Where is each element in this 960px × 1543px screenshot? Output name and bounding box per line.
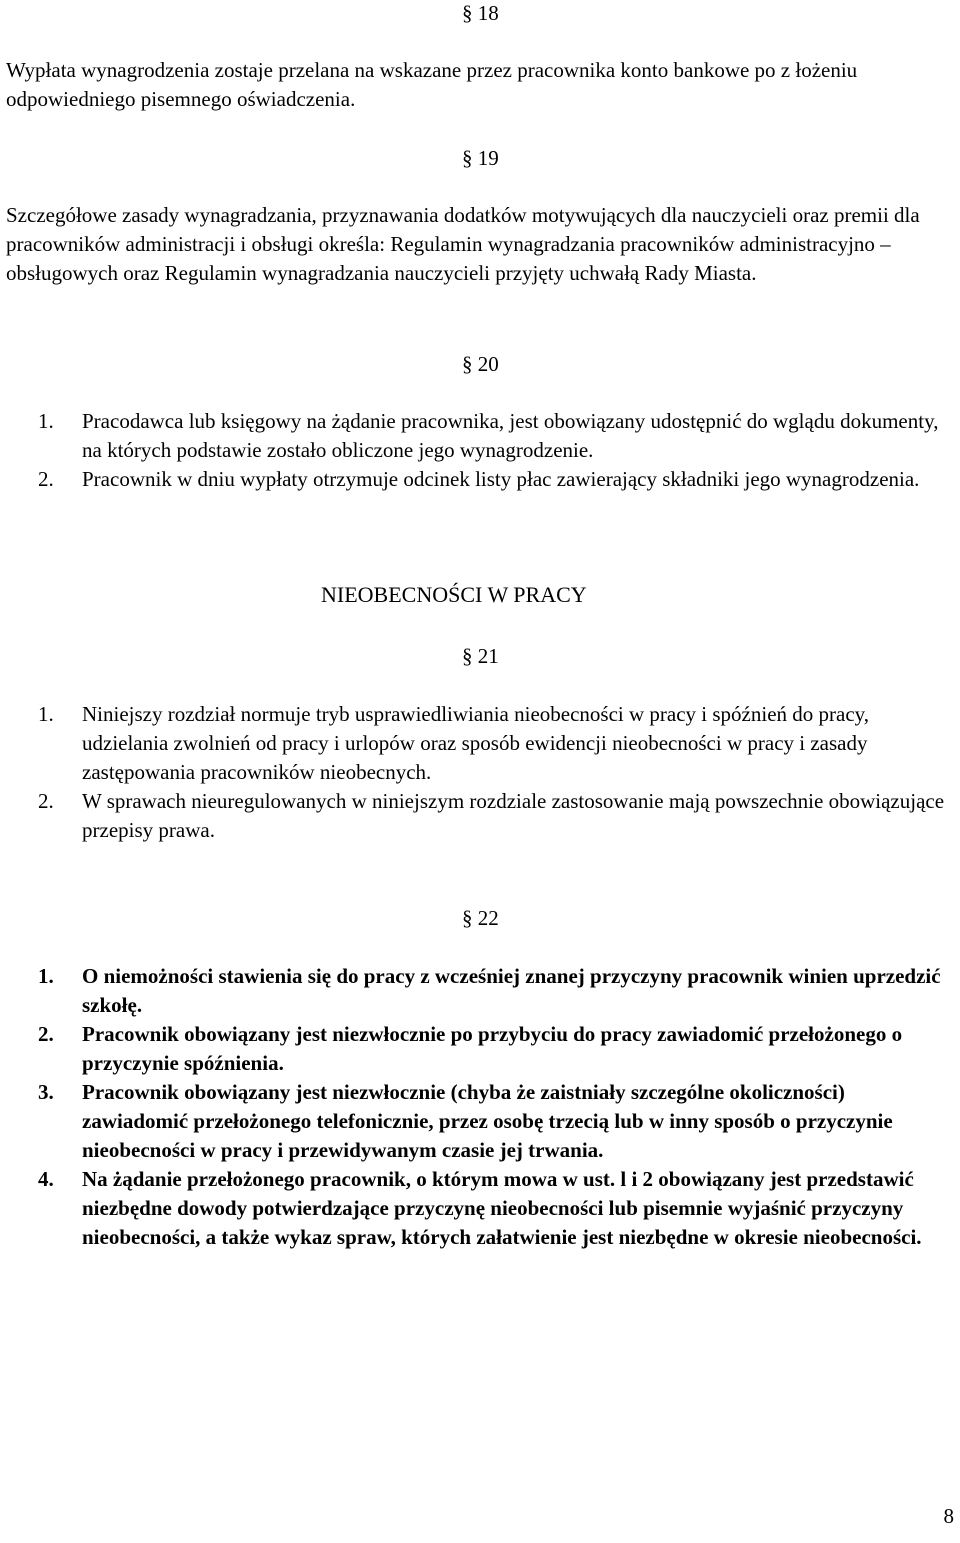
list-item bbox=[6, 1165, 946, 1252]
item-text: Niniejszy rozdział normuje tryb usprawiedliwiania nieobecności w pracy i spóźnień do pracy, udzielania zwolnień od pracy i urlopów oraz sposób ewidencji nieobecności w pracy i zasady zastępowania pracowników nieobecnych. bbox=[82, 702, 870, 784]
list-item bbox=[6, 700, 946, 787]
paragraph-text: Wypłata wynagrodzenia zostaje przelana na wskazane przez pracownika konto bankowe po z łożeniu odpowiedniego pisemnego oświadczenia. bbox=[6, 58, 858, 111]
list-item bbox=[6, 407, 946, 465]
item-text: Pracownik obowiązany jest niezwłocznie (chyba że zaistniały szczególne okoliczności) zawiadomić przełożonego telefonicznie, przez osobę trzecią lub w inny sposób o przyczynie nieobecności w pracy i przewidywanym czasie jej trwania. bbox=[82, 1080, 893, 1162]
list-item bbox=[6, 787, 946, 845]
item-text: Pracownik obowiązany jest niezwłocznie po przybyciu do pracy zawiadomić przełożonego o przyczynie spóźnienia. bbox=[82, 1022, 903, 1075]
page-number: 8 bbox=[943, 1504, 954, 1528]
item-text: O niemożności stawienia się do pracy z wcześniej znanej przyczyny pracownik winien uprzedzić szkołę. bbox=[82, 964, 941, 1017]
section-18-symbol: § 18 bbox=[462, 1, 499, 25]
section-18-paragraph bbox=[6, 56, 956, 114]
section-22-symbol: § 22 bbox=[462, 906, 499, 930]
item-text: Pracodawca lub księgowy na żądanie pracownika, jest obowiązany udostępnić do wglądu dokumenty, na których podstawie zostało obliczone jego wynagrodzenie. bbox=[82, 409, 939, 462]
item-number: 4. bbox=[38, 1167, 54, 1191]
list-item bbox=[6, 465, 946, 494]
item-number: 2. bbox=[38, 1022, 54, 1046]
list-item bbox=[6, 1020, 946, 1078]
item-text: Pracownik w dniu wypłaty otrzymuje odcinek listy płac zawierający składniki jego wynagrodzenia. bbox=[82, 467, 920, 491]
chapter-heading: NIEOBECNOŚCI W PRACY bbox=[321, 582, 587, 607]
section-19-symbol: § 19 bbox=[462, 146, 499, 170]
section-20-symbol: § 20 bbox=[462, 352, 499, 376]
section-22-list bbox=[6, 962, 946, 1252]
section-21-list bbox=[6, 700, 946, 845]
section-21-symbol: § 21 bbox=[462, 644, 499, 668]
list-item bbox=[6, 962, 946, 1020]
item-number: 3. bbox=[38, 1080, 54, 1104]
item-number: 2. bbox=[38, 467, 54, 491]
item-number: 1. bbox=[38, 409, 54, 433]
item-number: 1. bbox=[38, 964, 54, 988]
section-20-list bbox=[6, 407, 946, 494]
item-number: 2. bbox=[38, 789, 54, 813]
paragraph-text: Szczegółowe zasady wynagradzania, przyznawania dodatków motywujących dla nauczycieli oraz premii dla pracowników administracji i obsługi określa: Regulamin wynagradzania pracowników administracyjno – obsługowych oraz Regulamin wynagradzania nauczycieli przyjęty uchwałą Rady Miasta. bbox=[6, 203, 920, 285]
item-text: W sprawach nieuregulowanych w niniejszym rozdziale zastosowanie mają powszechnie obowiązujące przepisy prawa. bbox=[82, 789, 945, 842]
item-text: Na żądanie przełożonego pracownik, o którym mowa w ust. l i 2 obowiązany jest przedstawić niezbędne dowody potwierdzające przyczynę nieobecności lub pisemnie wyjaśnić przyczyny nieobecności, a także wykaz spraw, których załatwienie jest niezbędne w okresie nieobecności. bbox=[82, 1167, 922, 1249]
item-number: 1. bbox=[38, 702, 54, 726]
list-item bbox=[6, 1078, 946, 1165]
section-19-paragraph bbox=[6, 201, 956, 288]
